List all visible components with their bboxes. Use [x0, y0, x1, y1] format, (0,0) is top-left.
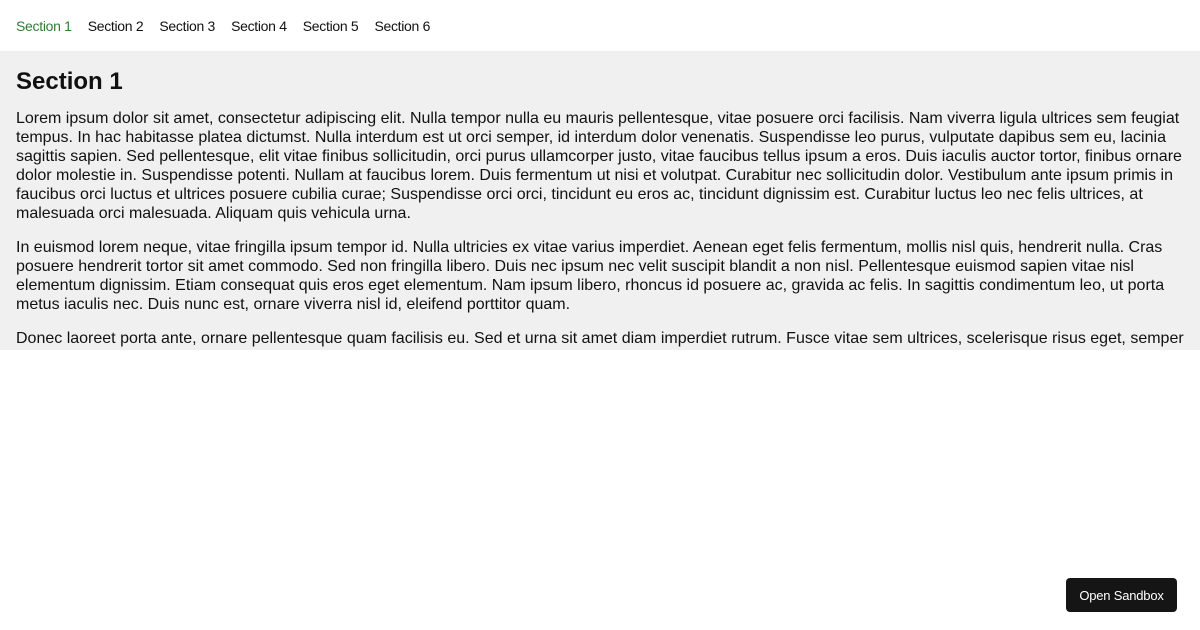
nav-item-section-2[interactable]: Section 2 — [87, 17, 144, 34]
nav-item-section-5[interactable]: Section 5 — [302, 17, 359, 34]
nav-item-section-6[interactable]: Section 6 — [374, 17, 431, 34]
section-paragraph: Lorem ipsum dolor sit amet, consectetur adipiscing elit. Nulla tempor nulla eu mauris pellentesque, vitae posuere orci facilisis. Nam viverra ligula ultrices sem feugiat tempus. In hac habitasse platea dictumst. Nulla interdum est ut orci semper, id interdum dolor venenatis. Suspendisse leo purus, vulputate dapibus sem eu, lacinia sagittis sapien. Sed pellentesque, elit vitae finibus sollicitudin, orci purus ullamcorper justo, vitae faucibus tellus ipsum a eros. Duis iaculis auctor tortor, finibus ornare dolor molestie in. Suspendisse potenti. Nullam at faucibus lorem. Duis fermentum ut nisi et volutpat. Curabitur nec sollicitudin dolor. Vestibulum ante ipsum primis in faucibus orci luctus et ultrices posuere cubilia curae; Suspendisse orci orci, tincidunt eu eros ac, tincidunt dignissim est. Curabitur luctus leo nec felis ultrices, at malesuada orci malesuada. Aliquam quis vehicula urna. — [16, 110, 1182, 222]
nav-item-section-4[interactable]: Section 4 — [231, 17, 287, 34]
section-title: Section 1 — [16, 68, 123, 95]
nav-item-section-1[interactable]: Section 1 — [16, 17, 72, 34]
section-content[interactable] — [0, 51, 1200, 350]
section-paragraph: In euismod lorem neque, vitae fringilla ipsum tempor id. Nulla ultricies ex vitae varius imperdiet. Aenean eget felis fermentum, mollis nisl quis, hendrerit nulla. Cras posuere hendrerit tortor sit amet commodo. Sed non fringilla libero. Duis nec ipsum nec velit suscipit blandit a non nisl. Pellentesque euismod sapien vitae nisl elementum dignissim. Etiam consequat quis eros eget elementum. Nam ipsum libero, rhoncus id posuere ac, gravida ac felis. In sagittis condimentum leo, ut porta metus iaculis nec. Duis nunc est, ornare viverra nisl id, eleifend porttitor quam. — [16, 239, 1165, 313]
open-sandbox-button[interactable]: Open Sandbox — [1066, 578, 1177, 612]
section-nav — [0, 0, 1200, 51]
nav-item-section-3[interactable]: Section 3 — [159, 17, 216, 34]
section-paragraph: Donec laoreet porta ante, ornare pellentesque quam facilisis eu. Sed et urna sit amet diam imperdiet rutrum. Fusce vitae sem ultrices, scelerisque risus eget, semper — [16, 330, 1184, 347]
